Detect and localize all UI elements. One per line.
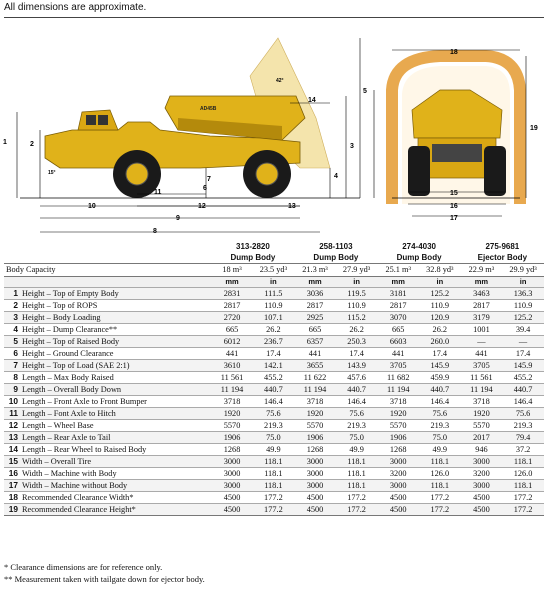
value-cell: 125.2 [502, 312, 544, 324]
value-cell: 125.2 [419, 288, 461, 300]
value-cell: 17.4 [419, 348, 461, 360]
value-cell: 118.1 [336, 480, 378, 492]
value-cell: 441 [377, 348, 418, 360]
row-label: Length – Front Axle to Front Bumper [22, 397, 147, 406]
capacity-cell: 22.9 m³ [461, 264, 502, 277]
dim-label-15: 15 [450, 190, 458, 197]
value-cell: 3718 [461, 396, 502, 408]
value-cell: 143.9 [336, 360, 378, 372]
value-cell: 1001 [461, 324, 502, 336]
capacity-cell: 25.1 m³ [377, 264, 418, 277]
value-cell: 4500 [294, 504, 335, 516]
value-cell: 118.1 [253, 456, 295, 468]
value-cell: 3655 [294, 360, 335, 372]
value-cell: 4500 [212, 492, 253, 504]
row-label: Length – Wheel Base [22, 421, 94, 430]
dim-label-7: 7 [207, 176, 211, 183]
value-cell: 440.7 [419, 384, 461, 396]
value-cell: 2817 [212, 300, 253, 312]
value-cell: 17.4 [502, 348, 544, 360]
value-cell: 219.3 [336, 420, 378, 432]
table-row [4, 360, 544, 372]
footnote-2: ** Measurement taken with tailgate down for ejector body. [4, 574, 205, 584]
value-cell: 4500 [212, 504, 253, 516]
table-row [4, 300, 544, 312]
value-cell: 17.4 [336, 348, 378, 360]
value-cell: 115.2 [336, 312, 378, 324]
value-cell: 4500 [461, 492, 502, 504]
value-cell: 1920 [212, 408, 253, 420]
value-cell: 455.2 [502, 372, 544, 384]
col-part-4: 275-9681 [485, 241, 520, 251]
value-cell: 26.2 [419, 324, 461, 336]
value-cell: 1920 [294, 408, 335, 420]
value-cell: 177.2 [253, 504, 295, 516]
value-cell: 3200 [461, 468, 502, 480]
row-number: 1 [13, 288, 18, 298]
value-cell: 5570 [294, 420, 335, 432]
row-number: 16 [8, 468, 18, 478]
value-cell: 665 [294, 324, 335, 336]
dim-label-12: 12 [198, 203, 206, 210]
unit-cell: in [253, 277, 295, 288]
value-cell: 3000 [212, 468, 253, 480]
value-cell: 6012 [212, 336, 253, 348]
row-label: Height – Dump Clearance** [22, 325, 118, 334]
value-cell: 1268 [294, 444, 335, 456]
value-cell: 49.9 [336, 444, 378, 456]
dim-label-1: 1 [3, 139, 7, 146]
dim-label-13: 13 [288, 203, 296, 210]
value-cell: 2017 [461, 432, 502, 444]
dim-label-18: 18 [450, 49, 458, 56]
row-number: 12 [8, 420, 18, 430]
front-right-tyre [484, 146, 506, 196]
row-label: Recommended Clearance Height* [22, 505, 136, 514]
row-label: Length – Rear Wheel to Raised Body [22, 445, 147, 454]
footnotes [4, 561, 205, 585]
table-row [4, 420, 544, 432]
value-cell: 177.2 [419, 492, 461, 504]
units-row [4, 277, 544, 288]
table-row [4, 372, 544, 384]
dim-label-16: 16 [450, 203, 458, 210]
value-cell: 37.2 [502, 444, 544, 456]
dimensions-table [4, 241, 544, 516]
value-cell: — [461, 336, 502, 348]
table-row [4, 324, 544, 336]
row-label: Height – Top of ROPS [22, 301, 98, 310]
value-cell: 3000 [212, 456, 253, 468]
value-cell: 665 [212, 324, 253, 336]
unit-cell: in [419, 277, 461, 288]
value-cell: 441 [461, 348, 502, 360]
value-cell: 250.3 [336, 336, 378, 348]
value-cell: 3000 [377, 456, 418, 468]
value-cell: 110.9 [253, 300, 295, 312]
row-number: 9 [13, 384, 18, 394]
row-number: 2 [13, 300, 18, 310]
value-cell: 145.9 [502, 360, 544, 372]
value-cell: 75.6 [336, 408, 378, 420]
value-cell: 1920 [377, 408, 418, 420]
table-row [4, 456, 544, 468]
row-label: Length – Max Body Raised [22, 373, 114, 382]
value-cell: 440.7 [336, 384, 378, 396]
value-cell: 107.1 [253, 312, 295, 324]
value-cell: 1906 [212, 432, 253, 444]
value-cell: 126.0 [419, 468, 461, 480]
angle-label: 42° [276, 78, 284, 84]
value-cell: 145.9 [419, 360, 461, 372]
table-row [4, 384, 544, 396]
row-number: 11 [9, 408, 18, 418]
value-cell: 118.1 [502, 456, 544, 468]
table-row [4, 468, 544, 480]
table-row [4, 408, 544, 420]
table-row [4, 480, 544, 492]
value-cell: 3000 [377, 480, 418, 492]
value-cell: 1906 [377, 432, 418, 444]
value-cell: 39.4 [502, 324, 544, 336]
row-number: 10 [8, 396, 18, 406]
value-cell: 11 194 [212, 384, 253, 396]
value-cell: 3036 [294, 288, 335, 300]
table-row [4, 312, 544, 324]
value-cell: 1920 [461, 408, 502, 420]
unit-cell: mm [294, 277, 335, 288]
value-cell: 665 [377, 324, 418, 336]
value-cell: 3705 [377, 360, 418, 372]
dim-label-2: 2 [30, 141, 34, 148]
value-cell: 440.7 [502, 384, 544, 396]
value-cell: 110.9 [336, 300, 378, 312]
value-cell: 118.1 [336, 456, 378, 468]
machine-dimension-drawing [0, 18, 548, 240]
col-type-2: Dump Body [313, 252, 359, 262]
value-cell: 146.4 [502, 396, 544, 408]
row-number: 8 [13, 372, 18, 382]
value-cell: 11 622 [294, 372, 335, 384]
value-cell: 177.2 [253, 492, 295, 504]
row-label: Width – Overall Tire [22, 457, 92, 466]
capacity-cell: 29.9 yd³ [502, 264, 544, 277]
row-label: Width – Machine without Body [22, 481, 128, 490]
col-type-4: Ejector Body [477, 252, 528, 262]
row-number: 19 [8, 504, 18, 514]
dim-label-9: 9 [176, 215, 180, 222]
dim-label-5: 5 [363, 88, 367, 95]
table-row [4, 288, 544, 300]
dimensions-note: All dimensions are approximate. [4, 2, 147, 13]
capacity-cell: 21.3 m³ [294, 264, 335, 277]
row-number: 14 [8, 444, 18, 454]
value-cell: 111.5 [253, 288, 295, 300]
table-row [4, 348, 544, 360]
row-label: Recommended Clearance Width* [22, 493, 134, 502]
value-cell: 75.0 [253, 432, 295, 444]
row-label: Length – Font Axle to Hitch [22, 409, 116, 418]
row-label: Width – Machine with Body [22, 469, 117, 478]
capacity-row [4, 264, 544, 277]
value-cell: 4500 [294, 492, 335, 504]
value-cell: 146.4 [419, 396, 461, 408]
value-cell: 236.7 [253, 336, 295, 348]
value-cell: 1906 [294, 432, 335, 444]
capacity-label: Body Capacity [4, 264, 212, 277]
table-row [4, 432, 544, 444]
col-type-3: Dump Body [396, 252, 442, 262]
unit-cell: mm [212, 277, 253, 288]
front-left-tyre [408, 146, 430, 196]
value-cell: 177.2 [336, 504, 378, 516]
value-cell: 177.2 [419, 504, 461, 516]
value-cell: 1268 [377, 444, 418, 456]
value-cell: 3610 [212, 360, 253, 372]
value-cell: 146.4 [253, 396, 295, 408]
value-cell: 3705 [461, 360, 502, 372]
value-cell: 457.6 [336, 372, 378, 384]
value-cell: 3718 [377, 396, 418, 408]
value-cell: 3463 [461, 288, 502, 300]
table-body [4, 288, 544, 516]
value-cell: 5570 [212, 420, 253, 432]
value-cell: 6603 [377, 336, 418, 348]
value-cell: 441 [212, 348, 253, 360]
col-part-1: 313-2820 [236, 241, 270, 251]
value-cell: 11 194 [294, 384, 335, 396]
value-cell: 119.5 [336, 288, 378, 300]
table-row [4, 396, 544, 408]
row-label: Length – Rear Axle to Tail [22, 433, 111, 442]
value-cell: 118.1 [253, 468, 295, 480]
value-cell: 2720 [212, 312, 253, 324]
value-cell: 79.4 [502, 432, 544, 444]
value-cell: 49.9 [253, 444, 295, 456]
body-text: AD45B [200, 106, 217, 112]
value-cell: 11 194 [377, 384, 418, 396]
value-cell: 3000 [212, 480, 253, 492]
value-cell: 75.0 [336, 432, 378, 444]
row-label: Height – Top of Empty Body [22, 289, 119, 298]
value-cell: 75.0 [419, 432, 461, 444]
value-cell: 11 561 [212, 372, 253, 384]
value-cell: 49.9 [419, 444, 461, 456]
value-cell: 2817 [377, 300, 418, 312]
value-cell: 17.4 [253, 348, 295, 360]
unit-cell: in [336, 277, 378, 288]
row-number: 15 [8, 456, 18, 466]
col-part-3: 274-4030 [402, 241, 436, 251]
dim-label-8: 8 [153, 228, 157, 235]
row-number: 13 [8, 432, 18, 442]
value-cell: 3000 [294, 480, 335, 492]
value-cell: 6357 [294, 336, 335, 348]
dim-label-10: 10 [88, 203, 96, 210]
row-number: 18 [8, 492, 18, 502]
table-row [4, 336, 544, 348]
row-number: 7 [13, 360, 18, 370]
capacity-cell: 18 m³ [212, 264, 253, 277]
value-cell: 11 682 [377, 372, 418, 384]
col-type-1: Dump Body [230, 252, 276, 262]
value-cell: 4500 [461, 504, 502, 516]
table-row [4, 492, 544, 504]
row-label: Height – Top of Raised Body [22, 337, 120, 346]
value-cell: 136.3 [502, 288, 544, 300]
value-cell: 177.2 [336, 492, 378, 504]
row-number: 5 [13, 336, 18, 346]
value-cell: 120.9 [419, 312, 461, 324]
value-cell: 126.0 [502, 468, 544, 480]
value-cell: 5570 [377, 420, 418, 432]
capacity-cell: 23.5 yd³ [253, 264, 295, 277]
value-cell: 75.6 [253, 408, 295, 420]
value-cell: 118.1 [419, 480, 461, 492]
value-cell: 3200 [377, 468, 418, 480]
value-cell: 219.3 [502, 420, 544, 432]
row-number: 3 [13, 312, 18, 322]
value-cell: 3718 [212, 396, 253, 408]
col-part-2: 258-1103 [319, 241, 353, 251]
value-cell: 455.2 [253, 372, 295, 384]
value-cell: 3718 [294, 396, 335, 408]
value-cell: 3179 [461, 312, 502, 324]
row-label: Height – Top of Load (SAE 2:1) [22, 361, 130, 370]
value-cell: 4500 [377, 492, 418, 504]
value-cell: — [502, 336, 544, 348]
value-cell: 118.1 [253, 480, 295, 492]
dim-label-14: 14 [308, 97, 316, 104]
value-cell: 441 [294, 348, 335, 360]
row-number: 6 [13, 348, 18, 358]
dim-label-19: 19 [530, 125, 538, 132]
row-number: 4 [13, 324, 18, 334]
row-label: Height – Body Loading [22, 313, 101, 322]
footnote-1: * Clearance dimensions are for reference only. [4, 562, 163, 572]
table-row [4, 504, 544, 516]
value-cell: 260.0 [419, 336, 461, 348]
value-cell: 2817 [294, 300, 335, 312]
value-cell: 11 194 [461, 384, 502, 396]
value-cell: 5570 [461, 420, 502, 432]
value-cell: 459.9 [419, 372, 461, 384]
value-cell: 11 561 [461, 372, 502, 384]
dim-label-4: 4 [334, 173, 338, 180]
value-cell: 118.1 [336, 468, 378, 480]
value-cell: 26.2 [336, 324, 378, 336]
value-cell: 142.1 [253, 360, 295, 372]
unit-cell: mm [461, 277, 502, 288]
dim-label-11: 11 [154, 189, 162, 196]
value-cell: 26.2 [253, 324, 295, 336]
dim-label-17: 17 [450, 215, 458, 222]
row-label: Length – Overall Body Down [22, 385, 122, 394]
value-cell: 946 [461, 444, 502, 456]
value-cell: 440.7 [253, 384, 295, 396]
value-cell: 2817 [461, 300, 502, 312]
unit-cell: in [502, 277, 544, 288]
value-cell: 75.6 [502, 408, 544, 420]
value-cell: 75.6 [419, 408, 461, 420]
angle2-label: 15° [48, 170, 56, 176]
value-cell: 2925 [294, 312, 335, 324]
value-cell: 219.3 [419, 420, 461, 432]
value-cell: 146.4 [336, 396, 378, 408]
dim-label-3: 3 [350, 143, 354, 150]
unit-cell: mm [377, 277, 418, 288]
value-cell: 110.9 [419, 300, 461, 312]
value-cell: 1268 [212, 444, 253, 456]
dim-label-6: 6 [203, 185, 207, 192]
value-cell: 177.2 [502, 492, 544, 504]
value-cell: 118.1 [502, 480, 544, 492]
value-cell: 3181 [377, 288, 418, 300]
capacity-cell: 32.8 yd³ [419, 264, 461, 277]
value-cell: 3000 [461, 480, 502, 492]
value-cell: 2831 [212, 288, 253, 300]
value-cell: 110.9 [502, 300, 544, 312]
capacity-cell: 27.9 yd³ [336, 264, 378, 277]
table-row [4, 444, 544, 456]
row-label: Height – Ground Clearance [22, 349, 114, 358]
value-cell: 3000 [294, 468, 335, 480]
value-cell: 4500 [377, 504, 418, 516]
value-cell: 177.2 [502, 504, 544, 516]
value-cell: 3000 [294, 456, 335, 468]
value-cell: 3000 [461, 456, 502, 468]
value-cell: 118.1 [419, 456, 461, 468]
row-number: 17 [8, 480, 18, 490]
value-cell: 3070 [377, 312, 418, 324]
value-cell: 219.3 [253, 420, 295, 432]
